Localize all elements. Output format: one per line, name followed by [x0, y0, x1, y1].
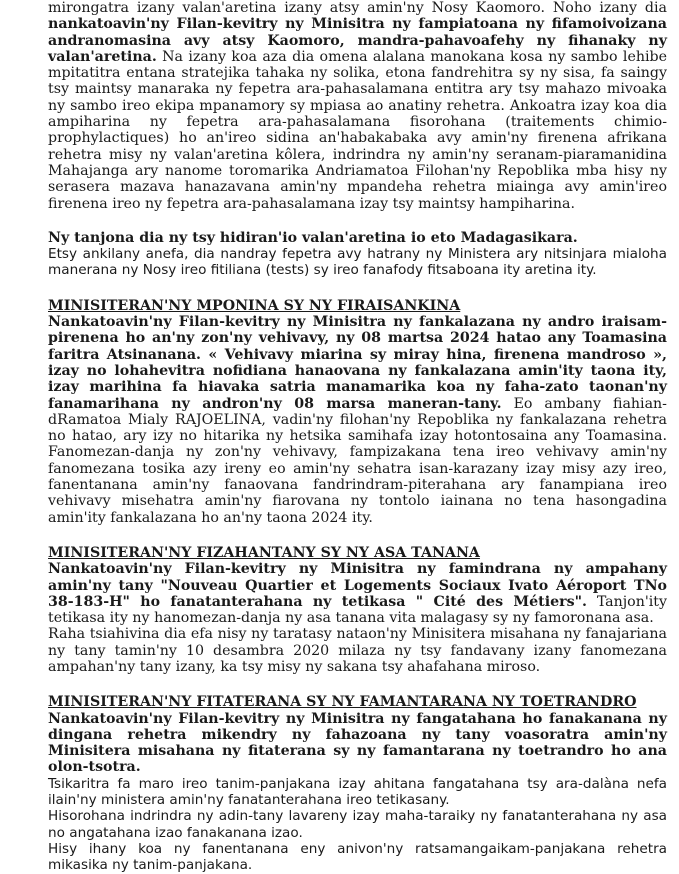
section-paragraph-mponina: [48, 314, 667, 526]
section-title-mponina: MINISITERAN'NY MPONINA SY NY FIRAISANKINA: [48, 297, 461, 314]
section-decision-fizahantany: Nankatoavin'ny Filan-kevitry ny Minisitra ny famindrana ny ampahany amin'ny tany "Nouveau Quartier et Logements Sociaux Ivato Aéroport TNo 38-183-H" ho fanatanterahana ny tetikasa " Cité des Métiers".: [48, 561, 667, 610]
section-title-fizahantany: MINISITERAN'NY FIZAHANTANY SY NY ASA TANANA: [48, 544, 480, 561]
section-title-fitaterana: MINISITERAN'NY FITATERANA SY NY FAMANTARANA NY TOETRANDRO: [48, 694, 637, 711]
section-decision-mponina: Nankatoavin'ny Filan-kevitry ny Minisitra ny fankalazana ny andro iraisam-pirenena ho an'ny zon'ny vehivavy, ny 08 martsa 2024 hatao any Toamasina faritra Atsinanana. « Vehivavy miarina sy miray hina, firenena mandroso », izay no lohahevitra nofidiana hanaovana ny fankalazana amin'ity taona ity, izay marihina fa hiavaka satria manamarika koa ny faha-zato taonan'ny fanamarihana ny andron'ny 08 marsa maneran-tany.: [48, 314, 667, 412]
section-paragraph-fizahantany: [48, 561, 667, 626]
intro-decision: nankatoavin'ny Filan-kevitry ny Minisitra ny fampiatoana ny fifamoivoizana andranomasina avy atsy Kaomoro, mandra-pahavoafehy ny fihanaky ny valan'aretina.: [48, 16, 667, 65]
section-decision-fitaterana: Nankatoavin'ny Filan-kevitry ny Minisitra ny fangatahana ho fanakanana ny dingana rehetra mikendry ny fahazoana ny tany voasoratra amin'ny Minisitera misahana ny fitaterana sy ny famantarana ny toetrandro ho ana olon-tsotra.: [48, 710, 667, 776]
section-paragraph-fizahantany-2: Raha tsiahivina dia efa nisy ny taratasy nataon'ny Minisitera misahana ny fanajariana ny tany tamin'ny 10 desambra 2020 milaza ny tsy fandavany izany fanomezana ampahan'ny tany izany, ka tsy misy ny sakana tsy ahafahana miroso.: [48, 626, 667, 675]
intro-paragraph: [48, 0, 667, 212]
section-paragraph-fitaterana-3: Hisy ihany koa ny fanentanana eny anivon'ny ratsamangaikam-panjakana rehetra mikasika ny tanim-panjakana.: [48, 840, 667, 874]
intro-closing-paragraph: Etsy ankilany anefa, dia nandray fepetra avy hatrany ny Ministera ary nitsinjara mialoha manerana ny Nosy ireo fitiliana (tests) sy ireo fanafody fitsaboana ity aretina ity.: [48, 246, 667, 279]
section-text-mponina: Eo ambany fiahian-dRamatoa Mialy RAJOELINA, vadin'ny filohan'ny Repoblika ny fankalazana rehetra no hatao, ary izy no hitarika ny hetsika samihafa izay hotontosaina any Toamasina. Fanomezan-danja ny zon'ny vehivavy, fampizakana tena ireo vehivavy amin'ny fanomezana tosika azy ireny eo amin'ny sehatra isan-karazany izay misy azy ireo, fanentanana amin'ny fanaovana fandrindram-piterahana ary fanampiana ireo vehivavy misehatra amin'ny fiarovana ny tontolo iainana no tena hasongadina amin'ity fankalazana ho an'ny taona 2024 ity.: [48, 395, 667, 526]
intro-goal-heading: Ny tanjona dia ny tsy hidiran'io valan'aretina io eto Madagasikara.: [48, 229, 578, 246]
section-text-fizahantany: Tanjon'ity tetikasa ity ny hanomezan-danja ny asa tanana vita malagasy sy ny famoronana asa.: [48, 593, 668, 627]
section-paragraph-fitaterana-1: Tsikaritra fa maro ireo tanim-panjakana izay ahitana fangatahana tsy ara-dalàna nefa ilain'ny ministera amin'ny fanatanterahana ireo tetikasany.: [48, 775, 667, 809]
intro-text-continued: Na izany koa aza dia omena alalana manokana kosa ny sambo lehibe mpitatitra entana stratejika tahaka ny solika, etona fandrehitra sy ny sisa, fa saingy tsy maintsy manaraka ny fepetra ara-pahasalamana entitra ary tsy mahazo mivoaka ny sambo ireo ekipa mpanamory sy mpiasa ao anatiny rehetra. Ankoatra izay koa dia ampiharina ny fepetra ara-pahasalamana fisorohana (traitements chimio-prophylactiques) ho an'ireo sidina an'habakabaka avy amin'ny firenena afrikana rehetra misy ny valan'aretina kôlera, indrindra ny amin'ny seranam-piaramanidina Mahajanga ary nanome toromarika Andriamatoa Filohan'ny Repoblika mba hisy ny serasera mazava hanazavana amin'ny mpandeha rehetra miainga avy amin'ireo firenena ireo ny fepetra ara-pahasalamana izay tsy maintsy hampiharina.: [48, 48, 667, 212]
section-paragraph-fitaterana-2: Hisorohana indrindra ny adin-tany lavareny izay maha-taraiky ny fanatanterahana ny asa no angatahana izao fanakanana izao.: [48, 808, 667, 841]
intro-text: mirongatra izany valan'aretina izany atsy amin'ny Nosy Kaomoro. Noho izany dia: [48, 0, 667, 16]
